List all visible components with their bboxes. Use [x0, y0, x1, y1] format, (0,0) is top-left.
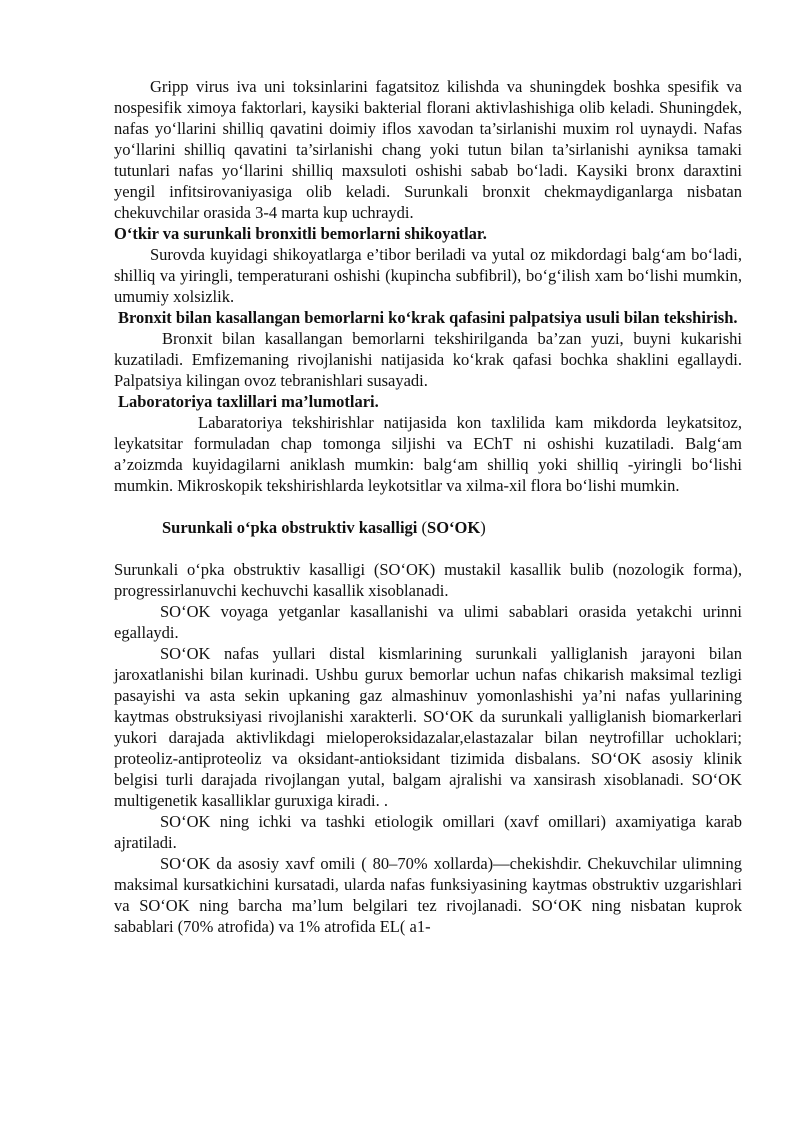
paragraph-complaints: Surovda kuyidagi shikoyatlarga e’tibor beriladi va yutal oz mikdordagi balg‘am bo‘ladi, shilliq va yiringli, temperaturani oshishi (kupincha subfibril), bo‘g‘ilish xam bo‘lishi mumkin, umumiy xolsizlik.: [114, 245, 742, 306]
section-title: [114, 517, 742, 538]
paragraph-mortality: SO‘OK voyaga yetganlar kasallanishi va ulimi sabablari orasida yetakchi urinni egallaydi.: [114, 602, 742, 642]
heading-palpation: Bronxit bilan kasallangan bemorlarni ko‘krak qafasini palpatsiya usuli bilan tekshirish.: [118, 308, 738, 327]
document-page: [114, 76, 742, 937]
heading-laboratory: Laboratoriya taxlillari ma’lumotlari.: [118, 392, 379, 411]
blank-line: [114, 496, 742, 517]
paragraph-etiology: SO‘OK ning ichki va tashki etiologik omillari (xavf omillari) axamiyatiga karab ajratiladi.: [114, 812, 742, 852]
paragraph-laboratory: Labaratoriya tekshirishlar natijasida kon taxlilida kam mikdorda leykatsitoz, leykatsitar formuladan chap tomonga siljishi va EChT ni oshishi kuzatiladi. Balg‘am a’zoizmda kuyidagilarni aniklash mumkin: balg‘am shilliq yoki shilliq -yiringli bo‘lishi mumkin. Mikroskopik tekshirishlarda leykotsitlar va xilma-xil flora bo‘lishi mumkin.: [114, 413, 742, 495]
paragraph-gripp: Gripp virus iva uni toksinlarini fagatsitoz kilishda va shuningdek boshka spesifik va nospesifik ximoya faktorlari, kaysiki bakterial florani aktivlashishiga olib keladi. Shuningdek, nafas yo‘llarini shilliq qavatini doimiy iflos xavodan ta’sirlanishi muxim rol uynaydi. Nafas yo‘llarini shilliq qavatini ta’sirlanishi chang yoki tutun bilan ta’sirlanishi ayniksa tamaki tutunlari nafas yo‘llarini shilliq maxsuloti oshishi sabab bo‘ladi. Kaysiki bronx daraxtini yengil infitsirovaniyasiga olib keladi. Surunkali bronxit chekmaydiganlarga nisbatan chekuvchilar orasida 3-4 marta kup uchraydi.: [114, 77, 742, 222]
section-title-paren-open: (: [417, 518, 428, 537]
blank-line: [114, 538, 742, 559]
section-title-abbr: SO‘OK: [427, 518, 481, 537]
paragraph-definition: Surunkali o‘pka obstruktiv kasalligi (SO‘OK) mustakil kasallik bulib (nozologik forma), progressirlanuvchi kechuvchi kasallik xisoblanadi.: [114, 560, 742, 600]
paragraph-risk-factors: SO‘OK da asosiy xavf omili ( 80–70% xollarda)—chekishdir. Chekuvchilar ulimning maksimal kursatkichini kursatadi, ularda nafas funksiyasining kaytmas obstruktiv uzgarishlari va SO‘OK ning barcha ma’lum belgilari tez rivojlanadi. SO‘OK ning nisbatan kuprok sabablari (70% atrofida) va 1% atrofida EL( a1-: [114, 854, 742, 936]
section-title-paren-close: ): [480, 518, 486, 537]
paragraph-pathogenesis: SO‘OK nafas yullari distal kismlarining surunkali yalliglanish jarayoni bilan jaroxatlanishi bilan kurinadi. Ushbu gurux bemorlar uchun nafas chikarish maksimal tezligi pasayishi va asta sekin upkaning gaz almashinuv yomonlashishi ya’ni nafas yullarining kaytmas obstruksiyasi rivojlanishi xarakterli. SO‘OK da surunkali yalliglanish biomarkerlari yukori darajada aktivlikdagi mieloperoksidazalar,elastazalar bilan neytrofillar uchoklari; proteoliz-antiproteoliz va oksidant-antioksidant tizimida disbalans. SO‘OK asosiy klinik belgisi turli darajada rivojlangan yutal, balgam ajralishi va xansirash xisoblanadi. SO‘OK multigenetik kasalliklar guruxiga kiradi. .: [114, 644, 742, 810]
section-title-main: Surunkali o‘pka obstruktiv kasalligi: [162, 518, 418, 537]
heading-complaints: O‘tkir va surunkali bronxitli bemorlarni shikoyatlar.: [114, 224, 487, 243]
paragraph-palpation: Bronxit bilan kasallangan bemorlarni tekshirilganda ba’zan yuzi, buyni kukarishi kuzatiladi. Emfizemaning rivojlanishi natijasida ko‘krak qafasi bochka shaklini egallaydi. Palpatsiya kilingan ovoz tebranishlari susayadi.: [114, 329, 742, 390]
